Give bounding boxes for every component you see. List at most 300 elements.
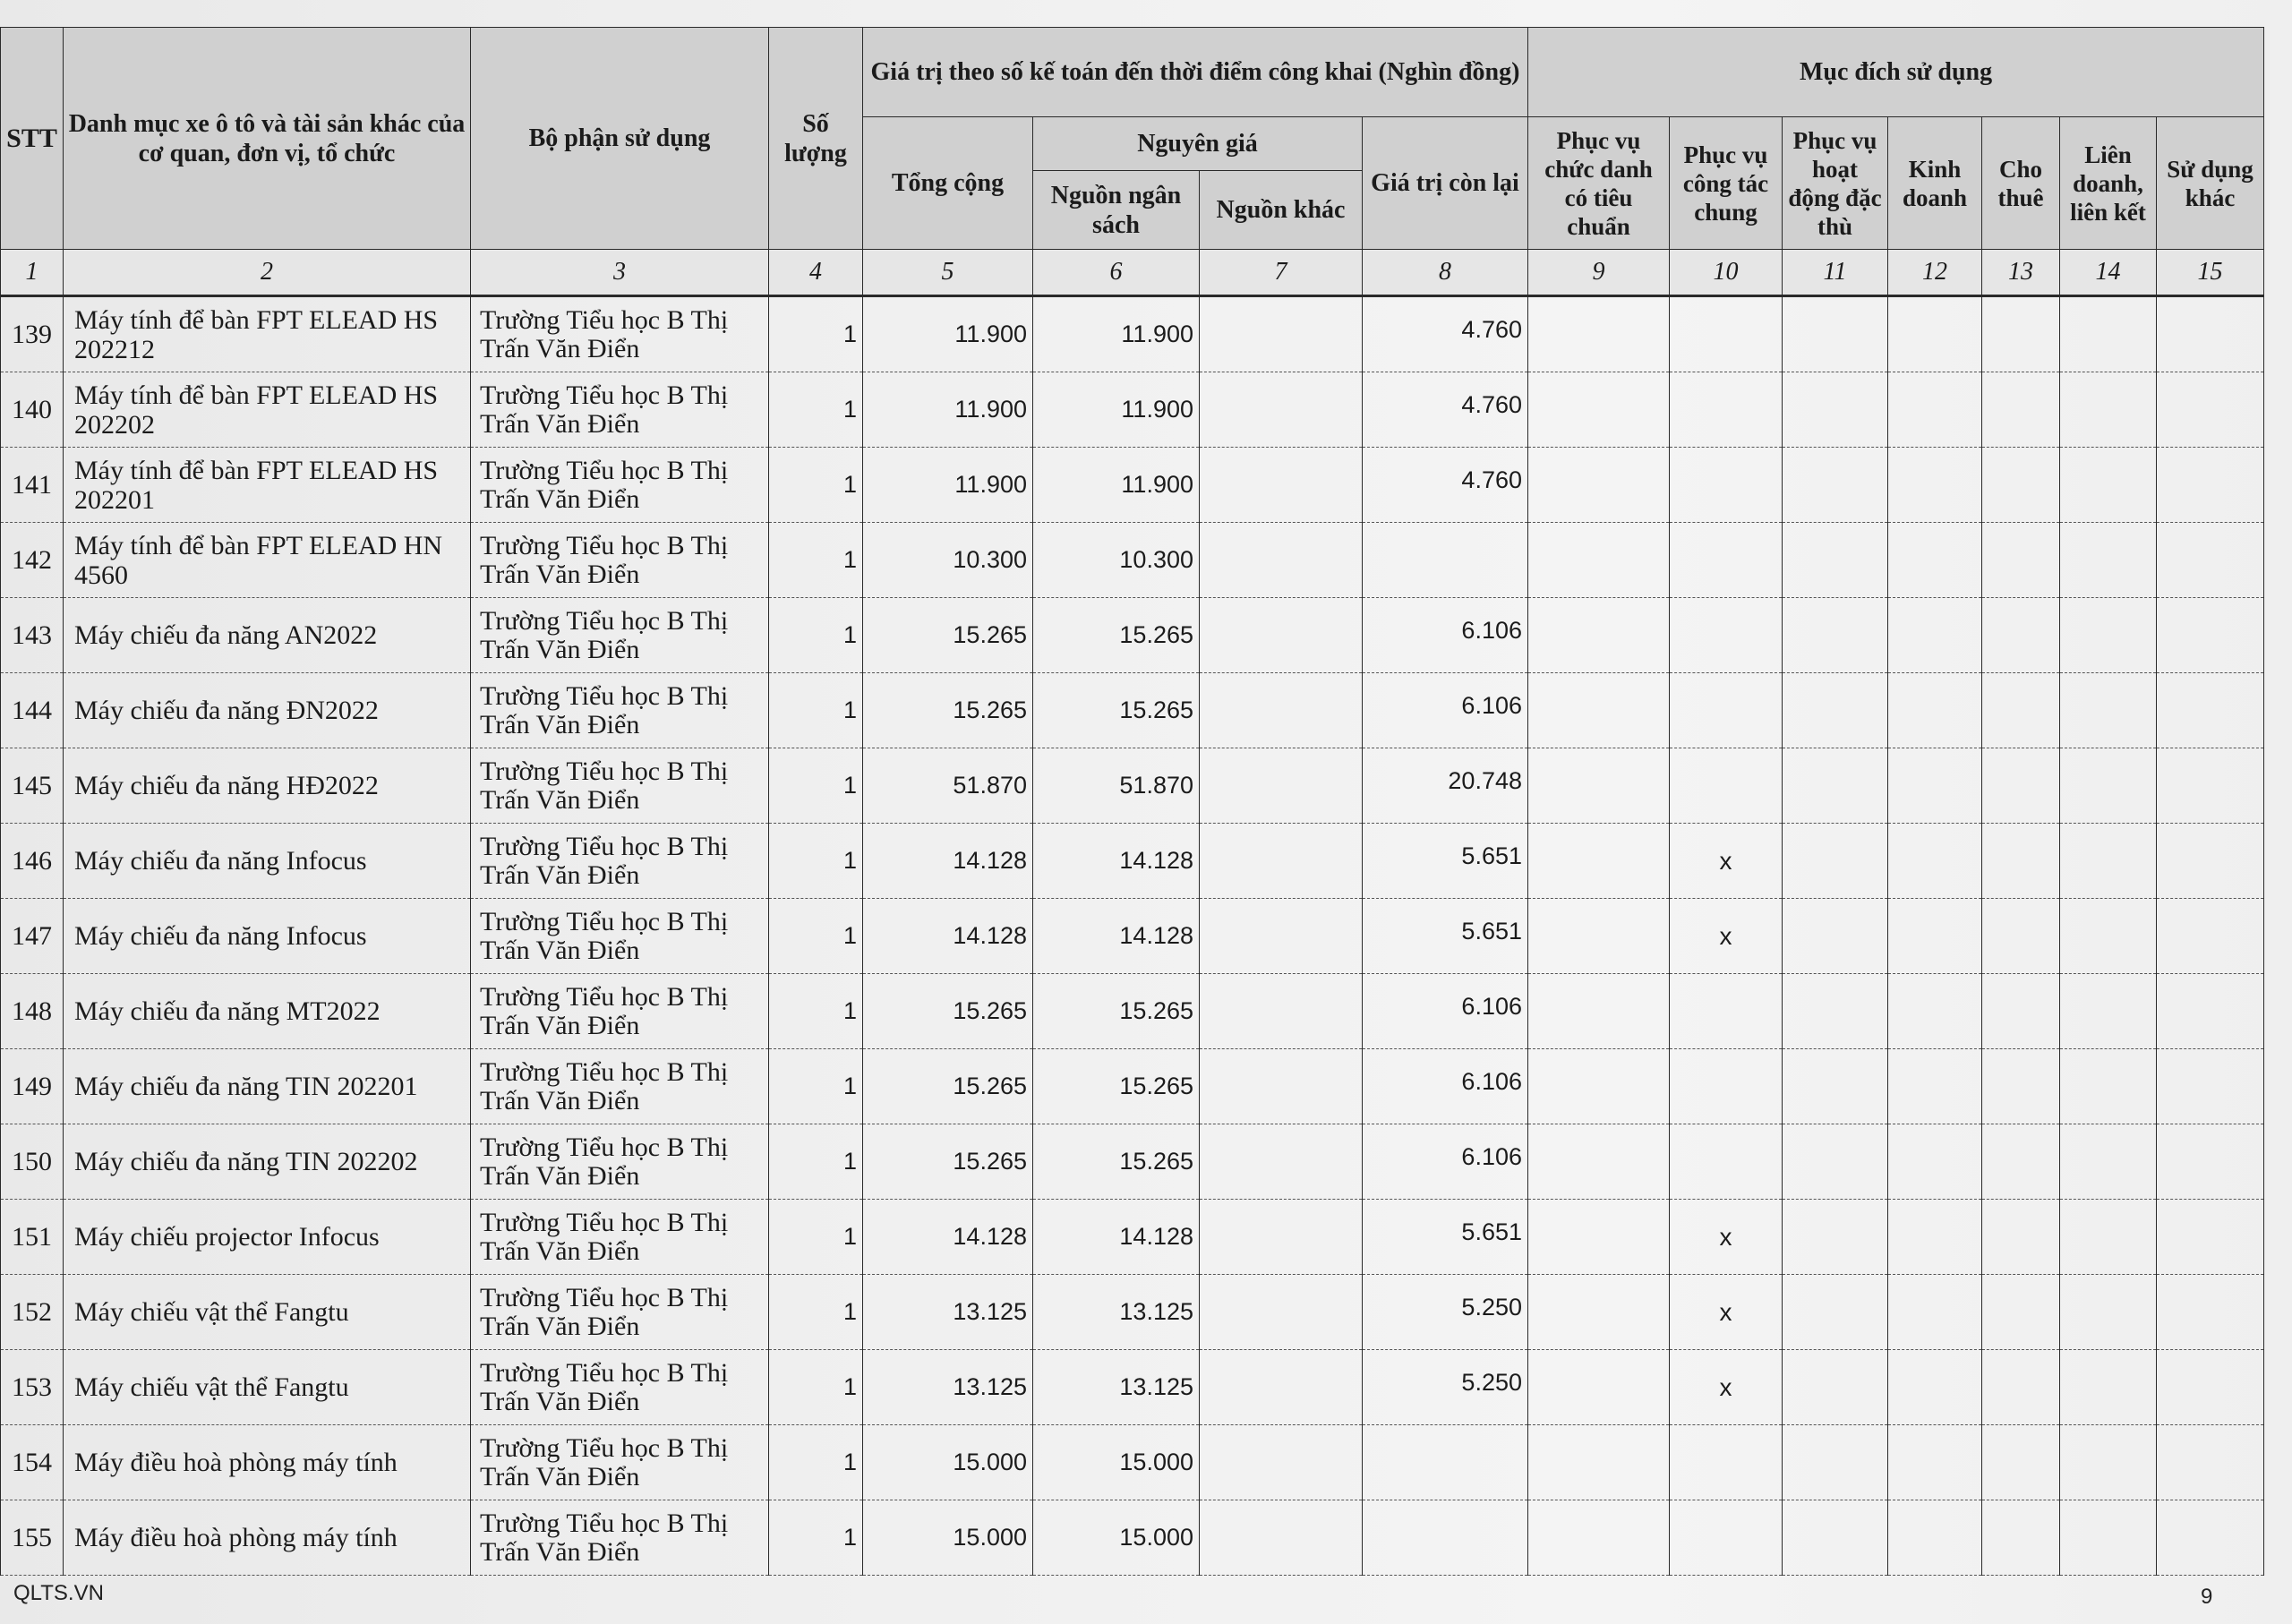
row-total: 13.125 <box>863 1350 1033 1425</box>
row-stt: 153 <box>1 1350 64 1425</box>
row-purpose-title <box>1528 372 1670 448</box>
row-stt: 146 <box>1 824 64 899</box>
row-purpose-rent <box>1982 673 2060 748</box>
row-purpose-title <box>1528 296 1670 372</box>
row-purpose-title <box>1528 1500 1670 1576</box>
row-purpose-title <box>1528 448 1670 523</box>
row-total: 10.300 <box>863 523 1033 598</box>
row-department: Trường Tiểu học B Thị Trấn Văn Điển <box>471 673 769 748</box>
header-quantity: Số lượng <box>769 28 863 250</box>
header-purpose-rent: Cho thuê <box>1982 117 2060 250</box>
row-quantity: 1 <box>769 899 863 974</box>
row-purpose-general: x <box>1670 1275 1783 1350</box>
row-total: 14.128 <box>863 824 1033 899</box>
row-department: Trường Tiểu học B Thị Trấn Văn Điển <box>471 296 769 372</box>
row-purpose-general <box>1670 598 1783 673</box>
row-quantity: 1 <box>769 1049 863 1124</box>
row-budget-source: 10.300 <box>1033 523 1200 598</box>
table-row <box>1 673 2264 748</box>
row-purpose-business <box>1888 296 1982 372</box>
row-purpose-rent <box>1982 899 2060 974</box>
row-purpose-joint <box>2060 1124 2157 1200</box>
row-budget-source: 13.125 <box>1033 1275 1200 1350</box>
row-stt: 143 <box>1 598 64 673</box>
row-total: 15.265 <box>863 1124 1033 1200</box>
row-purpose-rent <box>1982 1049 2060 1124</box>
header-purpose-general: Phục vụ công tác chung <box>1670 117 1783 250</box>
row-quantity: 1 <box>769 1200 863 1275</box>
row-department: Trường Tiểu học B Thị Trấn Văn Điển <box>471 1275 769 1350</box>
row-purpose-other <box>2157 1500 2264 1576</box>
row-purpose-business <box>1888 372 1982 448</box>
row-quantity: 1 <box>769 1124 863 1200</box>
row-total: 14.128 <box>863 899 1033 974</box>
row-department: Trường Tiểu học B Thị Trấn Văn Điển <box>471 1049 769 1124</box>
row-budget-source: 15.265 <box>1033 598 1200 673</box>
table-row <box>1 1124 2264 1200</box>
row-purpose-title <box>1528 748 1670 824</box>
row-other-source <box>1200 824 1363 899</box>
header-total: Tổng cộng <box>863 117 1033 250</box>
row-total: 11.900 <box>863 372 1033 448</box>
header-purpose-special: Phục vụ hoạt động đặc thù <box>1783 117 1888 250</box>
row-purpose-joint <box>2060 974 2157 1049</box>
row-total: 15.000 <box>863 1425 1033 1500</box>
row-budget-source: 11.900 <box>1033 372 1200 448</box>
row-purpose-joint <box>2060 598 2157 673</box>
row-purpose-other <box>2157 1275 2264 1350</box>
row-budget-source: 13.125 <box>1033 1350 1200 1425</box>
row-stt: 142 <box>1 523 64 598</box>
row-purpose-joint <box>2060 748 2157 824</box>
column-number: 5 <box>863 250 1033 296</box>
row-purpose-joint <box>2060 1350 2157 1425</box>
row-budget-source: 15.000 <box>1033 1500 1200 1576</box>
row-stt: 154 <box>1 1425 64 1500</box>
column-number: 15 <box>2157 250 2264 296</box>
row-department: Trường Tiểu học B Thị Trấn Văn Điển <box>471 598 769 673</box>
row-total: 13.125 <box>863 1275 1033 1350</box>
row-quantity: 1 <box>769 673 863 748</box>
row-purpose-general <box>1670 1425 1783 1500</box>
row-budget-source: 15.265 <box>1033 1049 1200 1124</box>
row-purpose-joint <box>2060 1200 2157 1275</box>
row-stt: 149 <box>1 1049 64 1124</box>
row-purpose-general <box>1670 1500 1783 1576</box>
header-purpose-other: Sử dụng khác <box>2157 117 2264 250</box>
row-purpose-general: x <box>1670 899 1783 974</box>
row-remaining-value: 4.760 <box>1363 296 1528 372</box>
header-other-source: Nguồn khác <box>1200 171 1363 250</box>
row-other-source <box>1200 673 1363 748</box>
row-purpose-joint <box>2060 673 2157 748</box>
row-purpose-general <box>1670 372 1783 448</box>
row-quantity: 1 <box>769 296 863 372</box>
row-budget-source: 11.900 <box>1033 296 1200 372</box>
asset-disclosure-table <box>0 27 2264 1576</box>
header-purpose-joint: Liên doanh, liên kết <box>2060 117 2157 250</box>
row-asset-name: Máy điều hoà phòng máy tính <box>64 1425 471 1500</box>
row-budget-source: 14.128 <box>1033 1200 1200 1275</box>
row-purpose-special <box>1783 372 1888 448</box>
row-purpose-special <box>1783 899 1888 974</box>
row-purpose-business <box>1888 1500 1982 1576</box>
row-asset-name: Máy chiếu đa năng HĐ2022 <box>64 748 471 824</box>
row-purpose-general <box>1670 748 1783 824</box>
column-number-row <box>1 250 2264 296</box>
row-remaining-value <box>1363 523 1528 598</box>
row-purpose-rent <box>1982 1275 2060 1350</box>
table-row <box>1 748 2264 824</box>
row-purpose-general <box>1670 1124 1783 1200</box>
column-number: 9 <box>1528 250 1670 296</box>
row-budget-source: 14.128 <box>1033 899 1200 974</box>
row-stt: 152 <box>1 1275 64 1350</box>
table-row <box>1 974 2264 1049</box>
row-purpose-other <box>2157 448 2264 523</box>
row-department: Trường Tiểu học B Thị Trấn Văn Điển <box>471 1350 769 1425</box>
row-remaining-value: 4.760 <box>1363 372 1528 448</box>
row-other-source <box>1200 1350 1363 1425</box>
column-number: 4 <box>769 250 863 296</box>
row-purpose-rent <box>1982 523 2060 598</box>
row-purpose-other <box>2157 974 2264 1049</box>
header-stt: STT <box>1 28 64 250</box>
header-book-value: Giá trị theo số kế toán đến thời điểm công khai (Nghìn đồng) <box>863 28 1528 117</box>
row-remaining-value <box>1363 1425 1528 1500</box>
row-other-source <box>1200 523 1363 598</box>
column-number: 3 <box>471 250 769 296</box>
row-purpose-business <box>1888 748 1982 824</box>
row-purpose-title <box>1528 1275 1670 1350</box>
row-purpose-other <box>2157 523 2264 598</box>
row-purpose-general <box>1670 523 1783 598</box>
row-purpose-other <box>2157 1049 2264 1124</box>
row-department: Trường Tiểu học B Thị Trấn Văn Điển <box>471 748 769 824</box>
row-asset-name: Máy chiếu đa năng Infocus <box>64 899 471 974</box>
row-quantity: 1 <box>769 1350 863 1425</box>
row-other-source <box>1200 1124 1363 1200</box>
row-stt: 139 <box>1 296 64 372</box>
row-stt: 150 <box>1 1124 64 1200</box>
row-purpose-business <box>1888 598 1982 673</box>
row-purpose-general <box>1670 1049 1783 1124</box>
row-purpose-business <box>1888 1275 1982 1350</box>
row-remaining-value <box>1363 1500 1528 1576</box>
row-other-source <box>1200 448 1363 523</box>
row-purpose-other <box>2157 1200 2264 1275</box>
row-purpose-rent <box>1982 1124 2060 1200</box>
table-header <box>1 28 2264 250</box>
row-department: Trường Tiểu học B Thị Trấn Văn Điển <box>471 974 769 1049</box>
row-remaining-value: 4.760 <box>1363 448 1528 523</box>
row-other-source <box>1200 372 1363 448</box>
row-purpose-rent <box>1982 372 2060 448</box>
table-row <box>1 899 2264 974</box>
row-total: 11.900 <box>863 296 1033 372</box>
row-quantity: 1 <box>769 372 863 448</box>
row-purpose-joint <box>2060 899 2157 974</box>
row-total: 15.000 <box>863 1500 1033 1576</box>
row-purpose-rent <box>1982 1425 2060 1500</box>
row-purpose-other <box>2157 296 2264 372</box>
row-purpose-business <box>1888 523 1982 598</box>
header-purpose-title: Phục vụ chức danh có tiêu chuẩn <box>1528 117 1670 250</box>
header-usage-purpose: Mục đích sử dụng <box>1528 28 2264 117</box>
row-asset-name: Máy chiếu đa năng TIN 202202 <box>64 1124 471 1200</box>
row-department: Trường Tiểu học B Thị Trấn Văn Điển <box>471 1425 769 1500</box>
table-row <box>1 448 2264 523</box>
row-department: Trường Tiểu học B Thị Trấn Văn Điển <box>471 1200 769 1275</box>
row-purpose-joint <box>2060 1049 2157 1124</box>
column-number: 13 <box>1982 250 2060 296</box>
column-number: 1 <box>1 250 64 296</box>
row-department: Trường Tiểu học B Thị Trấn Văn Điển <box>471 523 769 598</box>
row-stt: 145 <box>1 748 64 824</box>
row-purpose-other <box>2157 1350 2264 1425</box>
row-purpose-other <box>2157 372 2264 448</box>
row-total: 15.265 <box>863 1049 1033 1124</box>
row-purpose-business <box>1888 673 1982 748</box>
row-budget-source: 11.900 <box>1033 448 1200 523</box>
row-asset-name: Máy chiếu vật thể Fangtu <box>64 1350 471 1425</box>
header-category: Danh mục xe ô tô và tài sản khác của cơ quan, đơn vị, tổ chức <box>64 28 471 250</box>
row-purpose-general <box>1670 673 1783 748</box>
row-purpose-special <box>1783 1200 1888 1275</box>
row-total: 15.265 <box>863 598 1033 673</box>
row-purpose-joint <box>2060 523 2157 598</box>
row-other-source <box>1200 1425 1363 1500</box>
row-purpose-joint <box>2060 824 2157 899</box>
row-remaining-value: 6.106 <box>1363 974 1528 1049</box>
row-purpose-special <box>1783 974 1888 1049</box>
row-purpose-title <box>1528 1425 1670 1500</box>
row-other-source <box>1200 1275 1363 1350</box>
row-purpose-general: x <box>1670 824 1783 899</box>
header-original-price: Nguyên giá <box>1033 117 1363 171</box>
row-purpose-business <box>1888 1425 1982 1500</box>
row-purpose-special <box>1783 824 1888 899</box>
row-department: Trường Tiểu học B Thị Trấn Văn Điển <box>471 448 769 523</box>
row-stt: 141 <box>1 448 64 523</box>
row-purpose-special <box>1783 448 1888 523</box>
row-stt: 144 <box>1 673 64 748</box>
row-budget-source: 14.128 <box>1033 824 1200 899</box>
column-number: 2 <box>64 250 471 296</box>
row-department: Trường Tiểu học B Thị Trấn Văn Điển <box>471 824 769 899</box>
row-purpose-business <box>1888 1049 1982 1124</box>
row-other-source <box>1200 598 1363 673</box>
row-purpose-special <box>1783 296 1888 372</box>
row-quantity: 1 <box>769 598 863 673</box>
row-quantity: 1 <box>769 1500 863 1576</box>
row-purpose-special <box>1783 598 1888 673</box>
row-remaining-value: 6.106 <box>1363 673 1528 748</box>
row-budget-source: 15.265 <box>1033 1124 1200 1200</box>
row-other-source <box>1200 748 1363 824</box>
row-purpose-special <box>1783 1275 1888 1350</box>
column-number: 6 <box>1033 250 1200 296</box>
row-purpose-joint <box>2060 448 2157 523</box>
column-number: 10 <box>1670 250 1783 296</box>
row-asset-name: Máy chiếu đa năng Infocus <box>64 824 471 899</box>
row-purpose-business <box>1888 824 1982 899</box>
header-remaining-value: Giá trị còn lại <box>1363 117 1528 250</box>
table-row <box>1 598 2264 673</box>
row-purpose-other <box>2157 1124 2264 1200</box>
row-purpose-special <box>1783 523 1888 598</box>
row-stt: 155 <box>1 1500 64 1576</box>
row-purpose-general: x <box>1670 1200 1783 1275</box>
row-purpose-business <box>1888 1200 1982 1275</box>
row-asset-name: Máy chiếu đa năng MT2022 <box>64 974 471 1049</box>
table-row <box>1 1500 2264 1576</box>
row-purpose-business <box>1888 899 1982 974</box>
table-row <box>1 824 2264 899</box>
row-asset-name: Máy điều hoà phòng máy tính <box>64 1500 471 1576</box>
row-total: 14.128 <box>863 1200 1033 1275</box>
row-purpose-title <box>1528 1200 1670 1275</box>
row-purpose-special <box>1783 748 1888 824</box>
row-department: Trường Tiểu học B Thị Trấn Văn Điển <box>471 1500 769 1576</box>
row-purpose-business <box>1888 1350 1982 1425</box>
row-purpose-rent <box>1982 1200 2060 1275</box>
page-number: 9 <box>2201 1585 2213 1609</box>
row-quantity: 1 <box>769 1425 863 1500</box>
row-purpose-general <box>1670 448 1783 523</box>
footer-source: QLTS.VN <box>13 1581 104 1605</box>
column-number: 7 <box>1200 250 1363 296</box>
row-asset-name: Máy tính để bàn FPT ELEAD HN 4560 <box>64 523 471 598</box>
row-other-source <box>1200 1500 1363 1576</box>
row-stt: 147 <box>1 899 64 974</box>
row-department: Trường Tiểu học B Thị Trấn Văn Điển <box>471 372 769 448</box>
row-purpose-title <box>1528 899 1670 974</box>
row-other-source <box>1200 1049 1363 1124</box>
row-asset-name: Máy tính để bàn FPT ELEAD HS 202201 <box>64 448 471 523</box>
row-other-source <box>1200 899 1363 974</box>
row-purpose-special <box>1783 1049 1888 1124</box>
row-purpose-special <box>1783 1124 1888 1200</box>
column-number: 11 <box>1783 250 1888 296</box>
row-total: 51.870 <box>863 748 1033 824</box>
row-quantity: 1 <box>769 1275 863 1350</box>
row-purpose-other <box>2157 1425 2264 1500</box>
row-purpose-joint <box>2060 296 2157 372</box>
row-purpose-special <box>1783 1425 1888 1500</box>
row-remaining-value: 6.106 <box>1363 598 1528 673</box>
row-total: 15.265 <box>863 673 1033 748</box>
header-department: Bộ phận sử dụng <box>471 28 769 250</box>
row-budget-source: 51.870 <box>1033 748 1200 824</box>
row-purpose-title <box>1528 1124 1670 1200</box>
row-purpose-joint <box>2060 1425 2157 1500</box>
header-purpose-business: Kinh doanh <box>1888 117 1982 250</box>
row-department: Trường Tiểu học B Thị Trấn Văn Điển <box>471 1124 769 1200</box>
row-asset-name: Máy chiếu đa năng AN2022 <box>64 598 471 673</box>
row-purpose-rent <box>1982 296 2060 372</box>
row-purpose-joint <box>2060 1500 2157 1576</box>
row-asset-name: Máy chiếu projector Infocus <box>64 1200 471 1275</box>
row-quantity: 1 <box>769 974 863 1049</box>
table-row <box>1 523 2264 598</box>
row-purpose-business <box>1888 448 1982 523</box>
row-purpose-other <box>2157 748 2264 824</box>
row-purpose-joint <box>2060 1275 2157 1350</box>
table-body <box>1 250 2264 1576</box>
row-remaining-value: 5.651 <box>1363 1200 1528 1275</box>
row-asset-name: Máy chiếu vật thể Fangtu <box>64 1275 471 1350</box>
row-purpose-business <box>1888 974 1982 1049</box>
row-purpose-other <box>2157 673 2264 748</box>
row-purpose-special <box>1783 1350 1888 1425</box>
row-purpose-special <box>1783 673 1888 748</box>
row-purpose-rent <box>1982 448 2060 523</box>
row-other-source <box>1200 296 1363 372</box>
row-purpose-general <box>1670 974 1783 1049</box>
row-purpose-rent <box>1982 748 2060 824</box>
row-purpose-rent <box>1982 1350 2060 1425</box>
row-purpose-rent <box>1982 974 2060 1049</box>
table-row <box>1 1049 2264 1124</box>
row-purpose-title <box>1528 824 1670 899</box>
column-number: 8 <box>1363 250 1528 296</box>
row-department: Trường Tiểu học B Thị Trấn Văn Điển <box>471 899 769 974</box>
row-purpose-rent <box>1982 1500 2060 1576</box>
row-purpose-rent <box>1982 824 2060 899</box>
row-total: 11.900 <box>863 448 1033 523</box>
row-purpose-other <box>2157 899 2264 974</box>
column-number: 12 <box>1888 250 1982 296</box>
row-other-source <box>1200 1200 1363 1275</box>
row-stt: 151 <box>1 1200 64 1275</box>
row-purpose-general <box>1670 296 1783 372</box>
column-number: 14 <box>2060 250 2157 296</box>
row-budget-source: 15.265 <box>1033 673 1200 748</box>
row-purpose-special <box>1783 1500 1888 1576</box>
row-purpose-title <box>1528 1350 1670 1425</box>
table-row <box>1 1425 2264 1500</box>
row-quantity: 1 <box>769 523 863 598</box>
row-quantity: 1 <box>769 448 863 523</box>
row-remaining-value: 6.106 <box>1363 1124 1528 1200</box>
table-row <box>1 296 2264 372</box>
row-asset-name: Máy chiếu đa năng ĐN2022 <box>64 673 471 748</box>
row-remaining-value: 5.250 <box>1363 1275 1528 1350</box>
row-purpose-general: x <box>1670 1350 1783 1425</box>
row-purpose-title <box>1528 673 1670 748</box>
row-remaining-value: 20.748 <box>1363 748 1528 824</box>
row-asset-name: Máy tính để bàn FPT ELEAD HS 202212 <box>64 296 471 372</box>
table-row <box>1 1275 2264 1350</box>
row-purpose-rent <box>1982 598 2060 673</box>
row-asset-name: Máy tính để bàn FPT ELEAD HS 202202 <box>64 372 471 448</box>
row-purpose-business <box>1888 1124 1982 1200</box>
row-budget-source: 15.265 <box>1033 974 1200 1049</box>
row-purpose-title <box>1528 523 1670 598</box>
row-remaining-value: 5.651 <box>1363 899 1528 974</box>
row-other-source <box>1200 974 1363 1049</box>
row-remaining-value: 5.651 <box>1363 824 1528 899</box>
row-remaining-value: 5.250 <box>1363 1350 1528 1425</box>
row-remaining-value: 6.106 <box>1363 1049 1528 1124</box>
row-stt: 148 <box>1 974 64 1049</box>
row-quantity: 1 <box>769 824 863 899</box>
row-purpose-joint <box>2060 372 2157 448</box>
row-purpose-other <box>2157 598 2264 673</box>
header-budget-source: Nguồn ngân sách <box>1033 171 1200 250</box>
row-purpose-other <box>2157 824 2264 899</box>
